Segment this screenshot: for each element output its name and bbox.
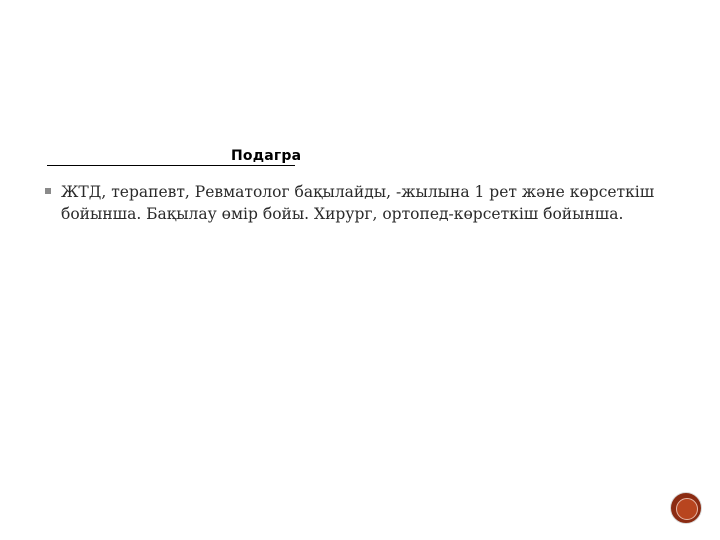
bullet-square-icon: [45, 188, 51, 194]
page-number: [673, 495, 699, 521]
page-number-badge: [671, 493, 701, 523]
bullet-item: ЖТД, терапевт, Ревматолог бақылайды, -жылына 1 рет және көрсеткіш бойынша. Бақылау өмір бойы. Хирург, ортопед-көрсеткіш бойынша.: [61, 183, 655, 223]
slide-title: Подагра: [231, 148, 302, 164]
title-underline: [47, 165, 295, 166]
title-row: [47, 148, 307, 168]
